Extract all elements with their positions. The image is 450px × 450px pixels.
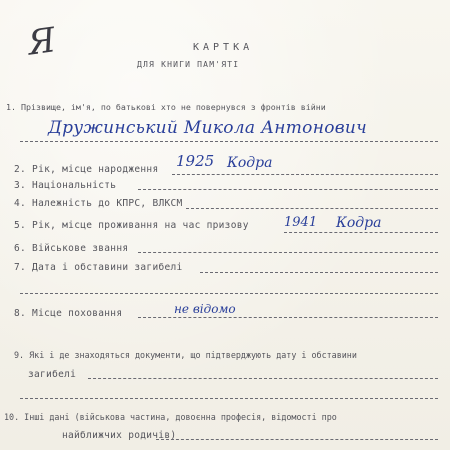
question-6-military-rank: 6. Військове звання <box>14 243 129 254</box>
card-title: КАРТКА <box>193 42 254 53</box>
question-3-nationality: 3. Національність <box>14 180 117 191</box>
question-7-date-circumstances-of-death: 7. Дата і обставини загибелі <box>14 262 183 273</box>
answer-2-birth-year: 1925 <box>176 152 215 170</box>
question-2-birth-year-place: 2. Рік, місце народження <box>14 164 159 175</box>
card-subtitle: ДЛЯ КНИГИ ПАМ'ЯТІ <box>137 60 240 69</box>
answer-line <box>284 232 438 233</box>
question-10-other-info: 10. Інші дані (військова частина, довоєнна професія, відомості про <box>4 412 337 422</box>
answer-2-birth-place: Кодра <box>227 155 273 171</box>
question-1-full-name: 1. Прізвище, ім'я, по батькові хто не повернувся з фронтів війни <box>6 102 326 112</box>
answer-line <box>138 317 438 318</box>
answer-1-full-name: Дружинський Микола Антонович <box>48 118 368 138</box>
answer-line <box>138 252 438 253</box>
answer-5-draft-year: 1941 <box>284 215 318 230</box>
answer-line <box>186 208 438 209</box>
answer-line <box>20 398 438 399</box>
answer-line <box>20 293 438 294</box>
question-9-documents-continued: загибелі <box>28 369 77 380</box>
question-4-party-membership: 4. Належність до КПРС, ВЛКСМ <box>14 198 183 209</box>
handwritten-letter-mark: Я <box>25 20 59 64</box>
answer-line <box>20 141 438 142</box>
question-10-other-info-continued: найближчих родичів) <box>62 430 177 441</box>
answer-line <box>200 272 438 273</box>
answer-line <box>172 174 438 175</box>
question-8-burial-place: 8. Місце поховання <box>14 308 123 319</box>
question-9-documents: 9. Які і де знаходяться документи, що підтверджують дату і обставини <box>14 350 357 360</box>
answer-5-residence-place: Кодра <box>336 215 382 231</box>
answer-line <box>138 189 438 190</box>
answer-line <box>156 439 438 440</box>
answer-8-burial-place: не відомо <box>174 302 236 316</box>
question-5-residence-at-draft: 5. Рік, місце проживання на час призову <box>14 220 249 231</box>
answer-line <box>88 378 438 379</box>
